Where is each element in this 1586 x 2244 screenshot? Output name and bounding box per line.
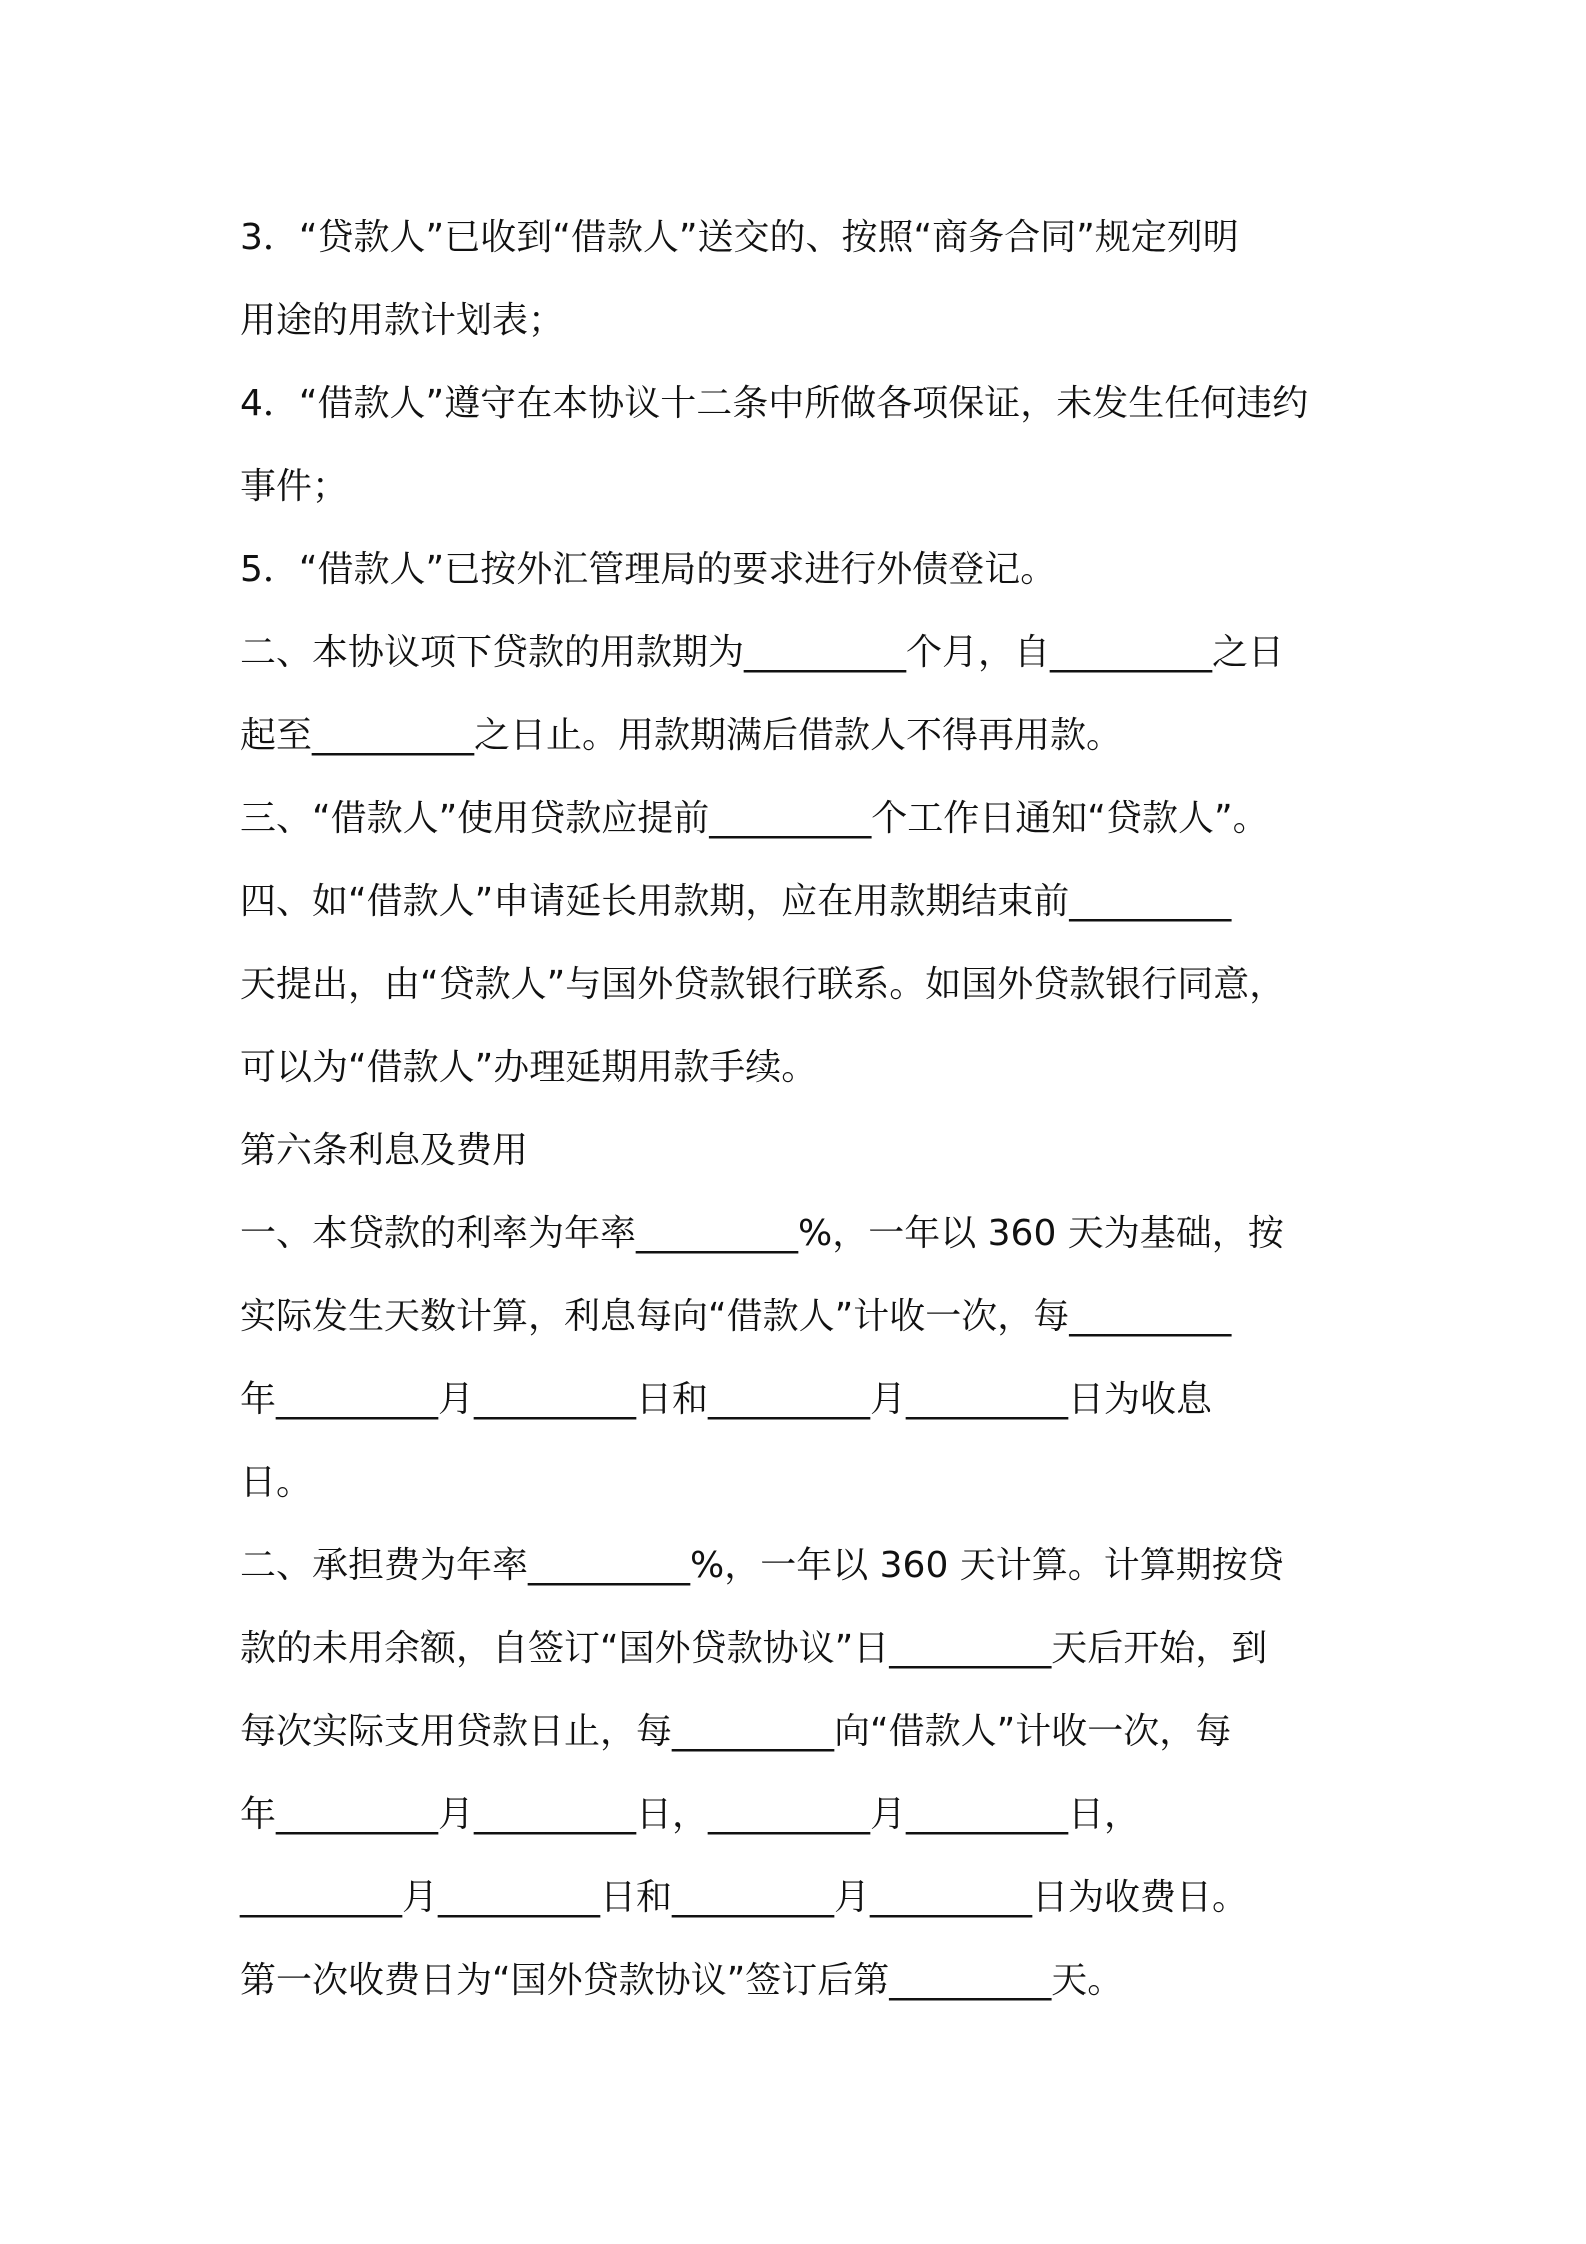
- text-line-13: 一、本贷款的利率为年率_________%，一年以 360 天为基础，按: [240, 1213, 1284, 1254]
- text-line-3: 4．“借款人”遵守在本协议十二条中所做各项保证，未发生任何违约: [240, 383, 1309, 424]
- text-line-17: 二、承担费为年率_________%，一年以 360 天计算。计算期按贷: [240, 1545, 1284, 1586]
- text-line-18: 款的未用余额，自签订“国外贷款协议”日_________天后开始，到: [240, 1628, 1268, 1669]
- text-line-4: 事件；: [240, 466, 349, 507]
- text-line-20: 年_________月_________日，_________月_________日，: [240, 1794, 1140, 1835]
- section-heading: 第六条利息及费用: [240, 1130, 529, 1171]
- document-body: [240, 196, 1360, 2022]
- text-line-9: 四、如“借款人”申请延长用款期，应在用款期结束前_________: [240, 881, 1232, 922]
- text-line-1: 3．“贷款人”已收到“借款人”送交的、按照“商务合同”规定列明: [240, 217, 1239, 258]
- text-line-7: 起至_________之日止。用款期满后借款人不得再用款。: [240, 715, 1123, 756]
- text-line-10: 天提出，由“贷款人”与国外贷款银行联系。如国外贷款银行同意，: [240, 964, 1286, 1005]
- text-line-8: 三、“借款人”使用贷款应提前_________个工作日通知“贷款人”。: [240, 798, 1269, 839]
- text-line-6: 二、本协议项下贷款的用款期为_________个月，自_________之日: [240, 632, 1285, 673]
- text-line-5: 5．“借款人”已按外汇管理局的要求进行外债登记。: [240, 549, 1057, 590]
- text-line-16: 日。: [240, 1462, 313, 1503]
- text-line-19: 每次实际支用贷款日止，每_________向“借款人”计收一次，每: [240, 1711, 1232, 1752]
- text-line-14: 实际发生天数计算，利息每向“借款人”计收一次，每_________: [240, 1296, 1232, 1337]
- text-line-15: 年_________月_________日和_________月_________日为收息: [240, 1379, 1213, 1420]
- text-line-22: 第一次收费日为“国外贷款协议”签订后第_________天。: [240, 1960, 1124, 2001]
- text-line-2: 用途的用款计划表；: [240, 300, 565, 341]
- text-line-11: 可以为“借款人”办理延期用款手续。: [240, 1047, 818, 1088]
- text-line-21: _________月_________日和_________月_________日为收费日。: [240, 1877, 1249, 1918]
